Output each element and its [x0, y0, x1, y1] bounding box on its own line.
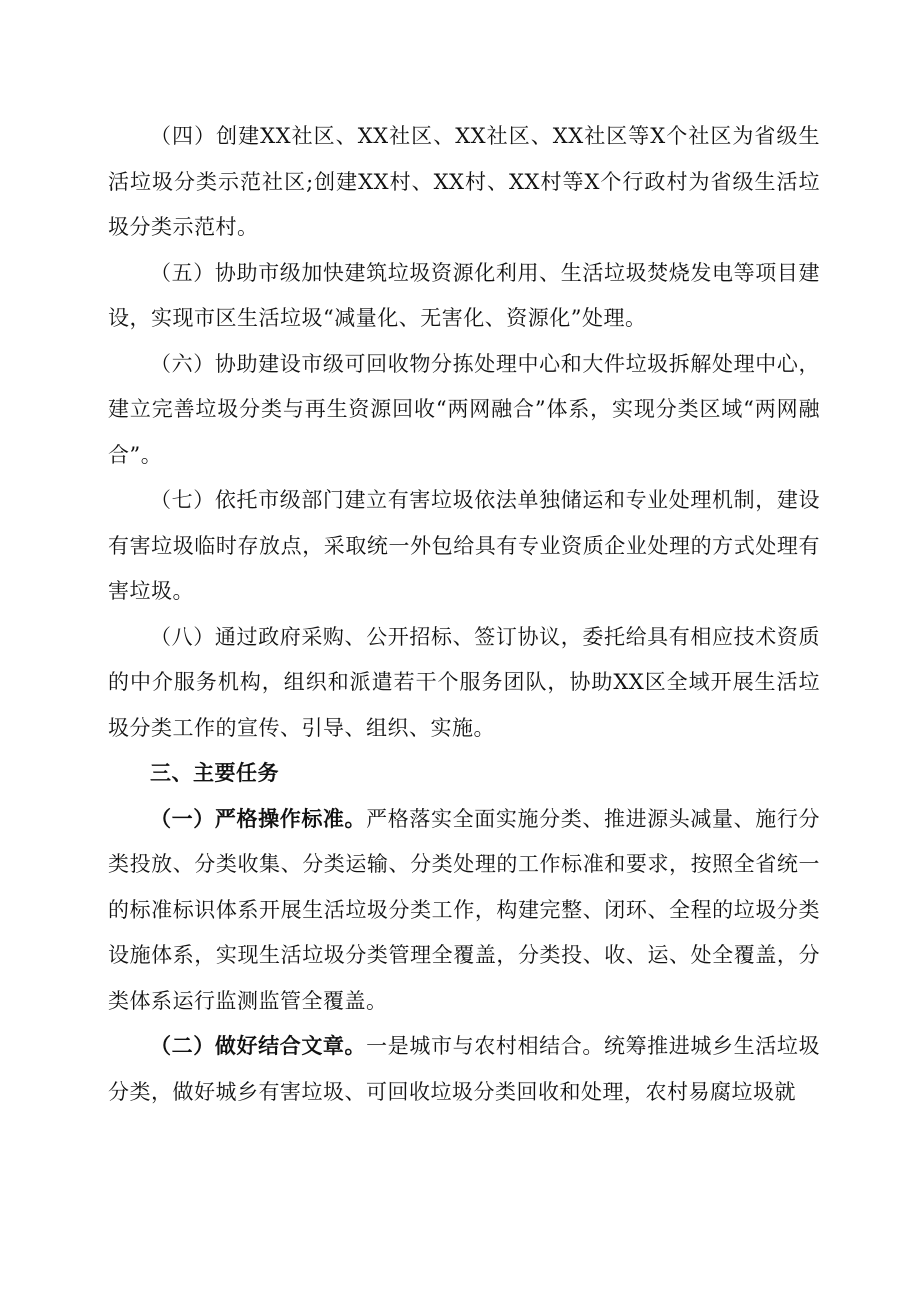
paragraph-item-7: （七）依托市级部门建立有害垃圾依法单独储运和专业处理机制，建设有害垃圾临时存放点，采取统一外包给具有专业资质企业处理的方式处理有害垃圾。 — [108, 488, 820, 603]
task-text-2: 一是城市与农村相结合。统筹推进城乡生活垃圾分类，做好城乡有害垃圾、可回收垃圾分类回收和处理，农村易腐垃圾就 — [108, 1034, 821, 1104]
document-body — [108, 114, 820, 1115]
paragraph-item-8: （八）通过政府采购、公开招标、签订协议，委托给具有相应技术资质的中介服务机构，组织和派遣若干个服务团队，协助XX区全域开展生活垃圾分类工作的宣传、引导、组织、实施。 — [108, 624, 820, 740]
task-lead-1: （一）严格操作标准。 — [150, 806, 367, 831]
paragraph-item-4: （四）创建XX社区、XX社区、XX社区、XX社区等X个社区为省级生活垃圾分类示范社区;创建XX村、XX村、XX村等X个行政村为省级生活垃圾分类示范村。 — [108, 124, 820, 239]
paragraph-item-5: （五）协助市级加快建筑垃圾资源化利用、生活垃圾焚烧发电等项目建设，实现市区生活垃圾“减量化、无害化、资源化”处理。 — [108, 260, 820, 330]
task-lead-2: （二）做好结合文章。 — [150, 1034, 367, 1058]
paragraph-item-6: （六）协助建设市级可回收物分拣处理中心和大件垃圾拆解处理中心，建立完善垃圾分类与再生资源回收“两网融合”体系，实现分类区域“两网融合”。 — [108, 351, 820, 467]
task-paragraph-2 — [108, 1024, 820, 1115]
section-heading: 三、主要任务 — [150, 761, 279, 785]
task-paragraph-1 — [108, 797, 820, 1025]
task-text-1: 严格落实全面实施分类、推进源头减量、施行分类投放、分类收集、分类运输、分类处理的工作标准和要求，按照全省统一的标准标识体系开展生活垃圾分类工作，构建完整、闭环、全程的垃圾分类设施体系，实现生活垃圾分类管理全覆盖，分类投、收、运、处全覆盖，分类体系运行监测监管全覆盖。 — [108, 806, 821, 1013]
